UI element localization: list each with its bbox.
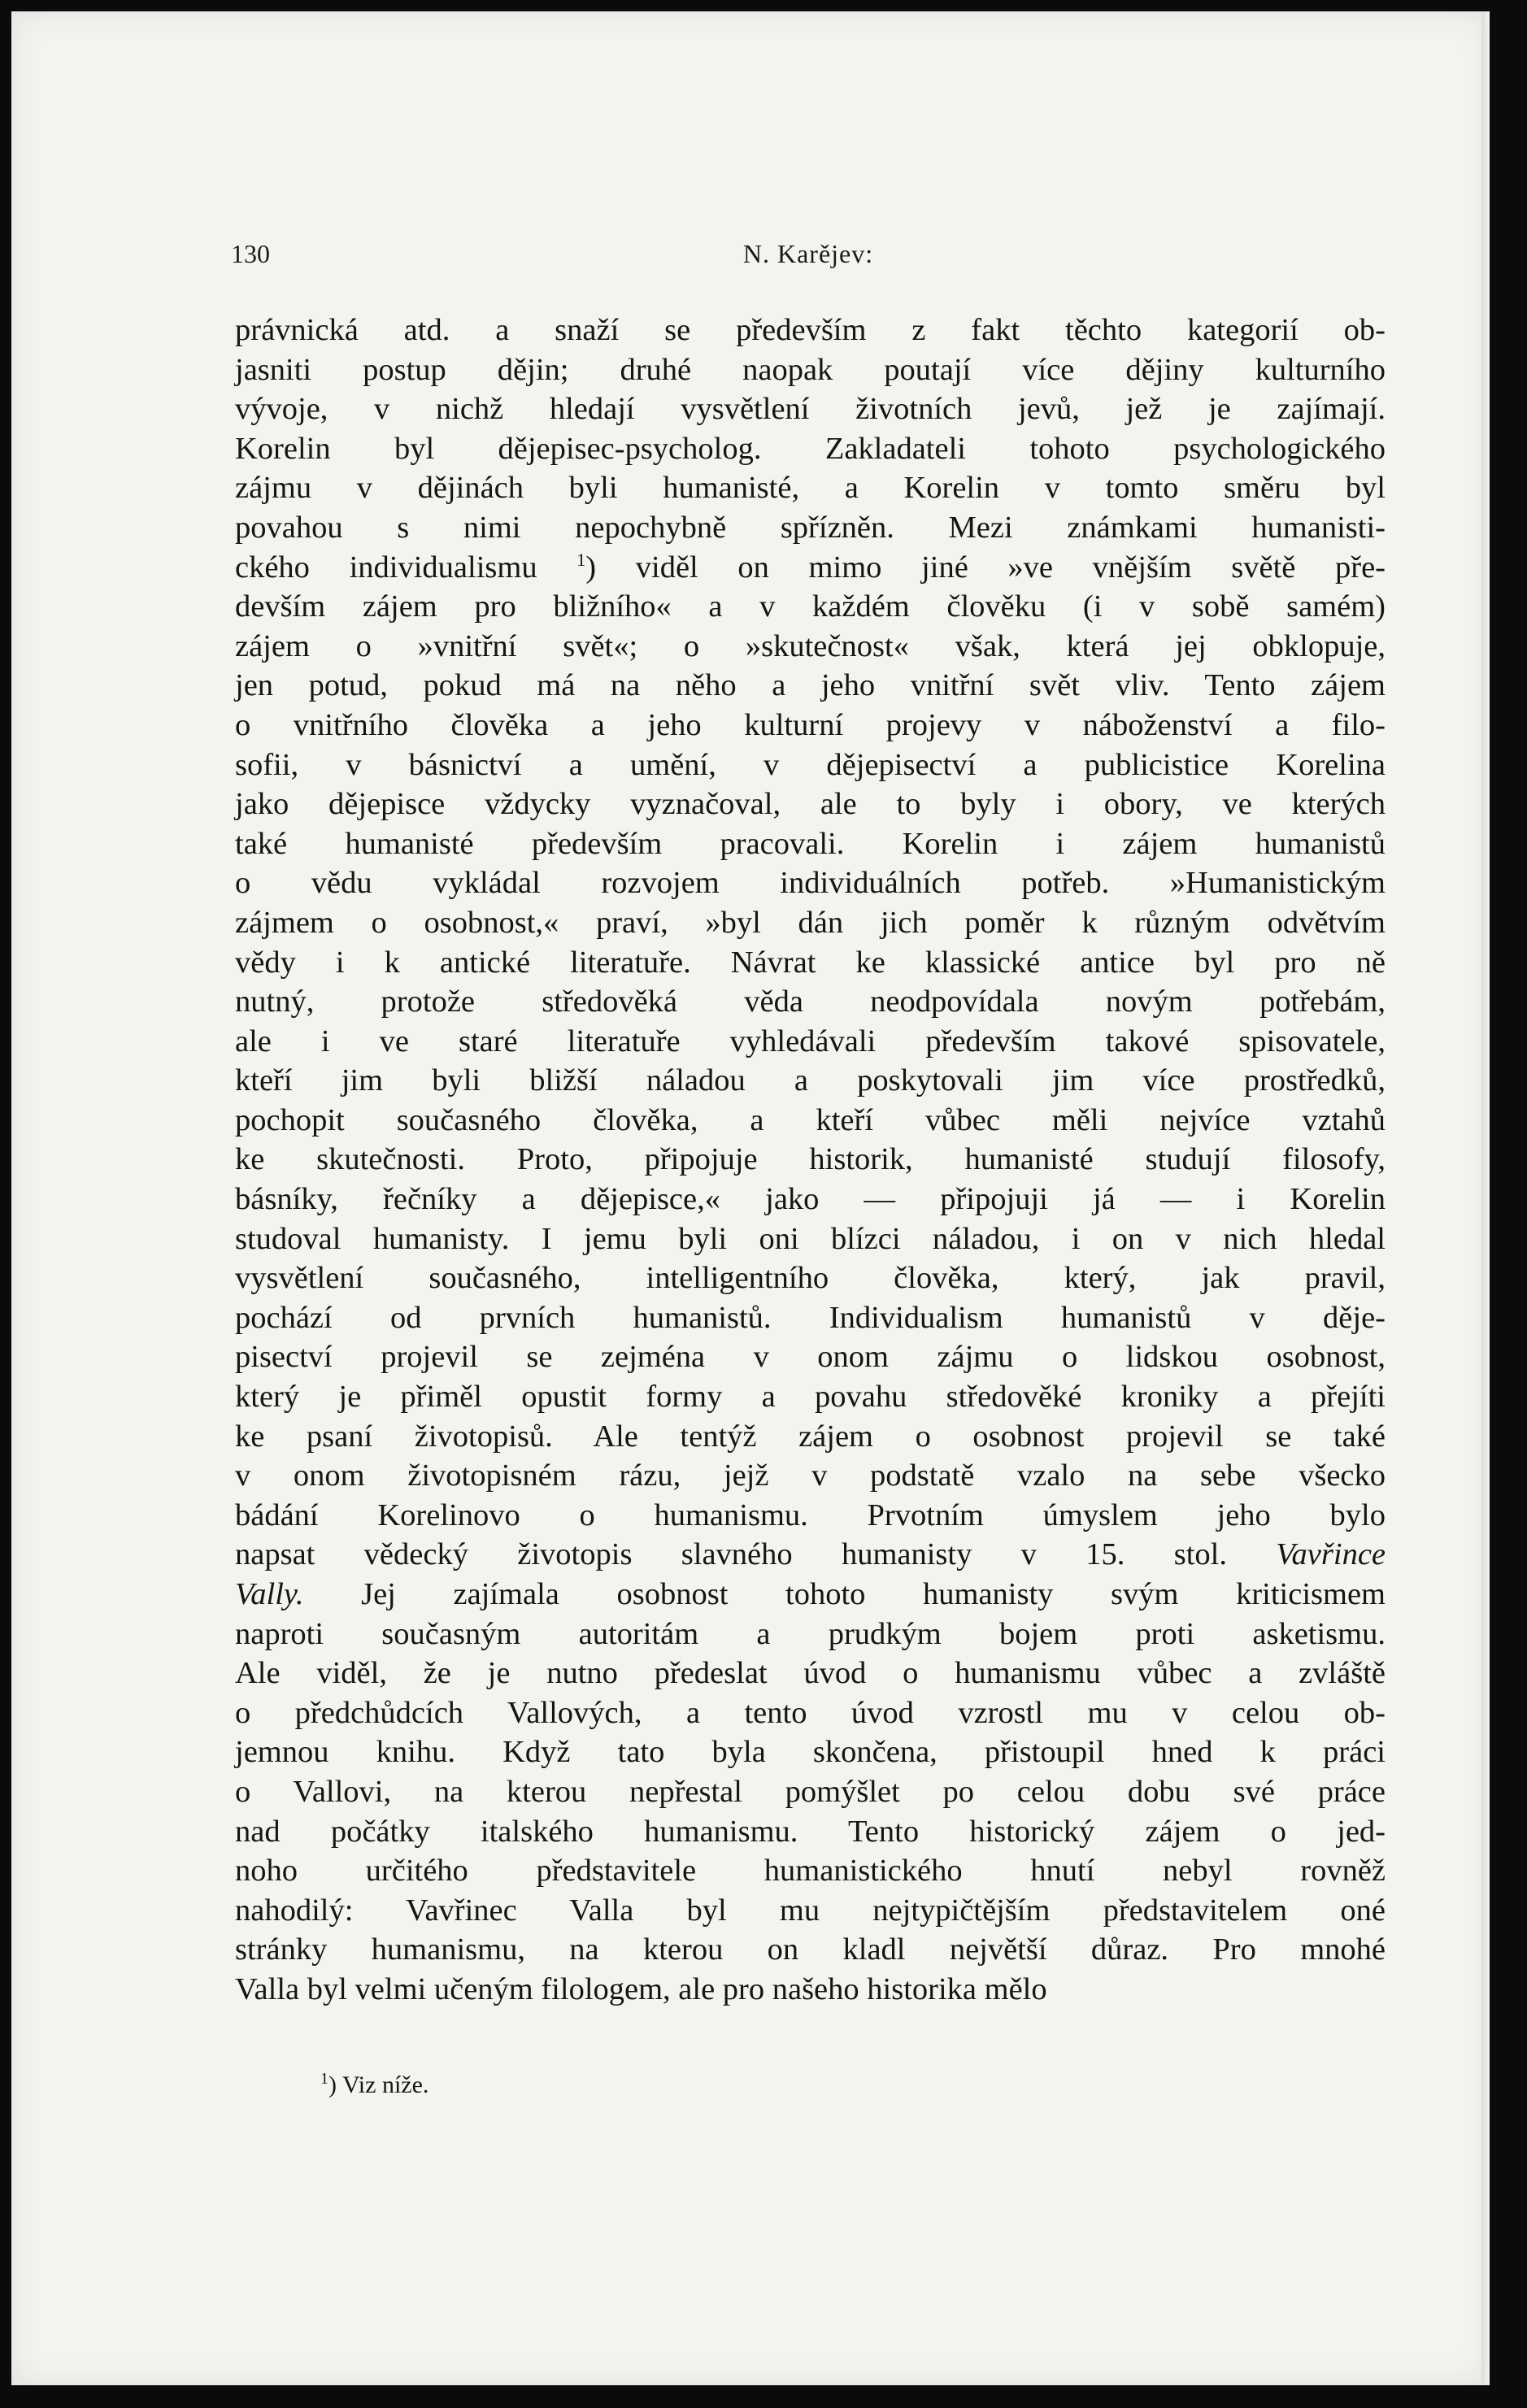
text-line: kteří jim byli bližší náladou a poskytovali jim více prostředků, (235, 1063, 1386, 1098)
text-line: o vnitřního člověka a jeho kulturní projevy v náboženství a filo- (235, 707, 1386, 742)
text-line: noho určitého představitele humanistického hnutí nebyl rovněž (235, 1854, 1386, 1889)
text-line: vědy i k antické literatuře. Návrat ke klassické antice byl pro ně (235, 945, 1386, 980)
text-line: jen potud, pokud má na něho a jeho vnitřní svět vliv. Tento zájem (235, 668, 1386, 703)
footnote (320, 2071, 429, 2099)
text-line: pochopit současného člověka, a kteří vůbec měli nejvíce vztahů (235, 1102, 1386, 1137)
text-line: ale i ve staré literatuře vyhledávali především takové spisovatele, (235, 1024, 1386, 1058)
text-line: právnická atd. a snaží se především z fakt těchto kategorií ob- (235, 313, 1386, 347)
text-line: nutný, protože středověká věda neodpovídala novým potřebám, (235, 984, 1386, 1019)
text-line: nad počátky italského humanismu. Tento historický zájem o jed- (235, 1814, 1386, 1849)
text-line: pochází od prvních humanistů. Individualism humanistů v děje- (235, 1300, 1386, 1335)
text-line: Valla byl velmi učeným filologem, ale pro našeho historika mělo (235, 1971, 1047, 2006)
footnote-mark: 1 (320, 2070, 328, 2088)
footnote-text: ) Viz níže. (328, 2071, 429, 2098)
text-line: vysvětlení současného, intelligentního člověka, který, jak pravil, (235, 1261, 1386, 1296)
text-line: pisectví projevil se zejména v onom zájmu o lidskou osobnost, (235, 1340, 1386, 1375)
text-line: Korelin byl dějepisec-psycholog. Zakladateli tohoto psychologického (235, 431, 1386, 466)
text-line: o předchůdcích Vallových, a tento úvod vzrostl mu v celou ob- (235, 1695, 1386, 1730)
text-line: nahodilý: Vavřinec Valla byl mu nejtypičtějším představitelem oné (235, 1893, 1386, 1928)
text-line: jasniti postup dějin; druhé naopak poutají více dějiny kulturního (235, 352, 1386, 387)
text-line: zájmu v dějinách byli humanisté, a Korelin v tomto směru byl (235, 471, 1386, 506)
page-edge-shadow (1481, 11, 1490, 2385)
text-line: Ale viděl, že je nutno předeslat úvod o humanismu vůbec a zvláště (235, 1656, 1386, 1691)
text-fragment: napsat vědecký životopis slavného humanisty v 15. stol. (235, 1537, 1227, 1572)
running-head: N. Karějev: (742, 239, 874, 268)
body-text (235, 311, 1386, 2010)
text-line-with-italic-name (235, 1535, 1386, 1575)
page-header (231, 239, 1386, 272)
text-fragment: ) viděl on mimo jiné »ve vnějším světě pře- (585, 550, 1386, 585)
text-line-with-footnote-ref (235, 548, 1386, 588)
text-line: bádání Korelinovo o humanismu. Prvotním úmyslem jeho bylo (235, 1497, 1386, 1532)
italic-name: Vally. (235, 1577, 304, 1611)
text-fragment: Jej zajímala osobnost tohoto humanisty svým kriticismem (361, 1577, 1386, 1611)
scanned-page (11, 11, 1490, 2385)
text-line: také humanisté především pracovali. Korelin i zájem humanistů (235, 826, 1386, 861)
text-line: povahou s nimi nepochybně spřízněn. Mezi známkami humanisti- (235, 510, 1386, 545)
text-line: který je přiměl opustit formy a povahu středověké kroniky a přejíti (235, 1380, 1386, 1415)
text-line: jako dějepisce vždycky vyznačoval, ale to byly i obory, ve kterých (235, 787, 1386, 822)
text-line: naproti současným autoritám a prudkým bojem proti asketismu. (235, 1616, 1386, 1651)
text-fragment: ckého individualismu (235, 550, 537, 585)
text-line: ke psaní životopisů. Ale tentýž zájem o osobnost projevil se také (235, 1419, 1386, 1454)
text-line: zájmem o osobnost,« praví, »byl dán jich poměr k různým odvětvím (235, 905, 1386, 940)
text-line: zájem o »vnitřní svět«; o »skutečnost« však, která jej obklopuje, (235, 628, 1386, 663)
text-line-with-italic-name (235, 1575, 1386, 1615)
text-line: básníky, řečníky a dějepisce,« jako — připojuji já — i Korelin (235, 1182, 1386, 1217)
text-line: o Vallovi, na kterou nepřestal pomýšlet po celou dobu své práce (235, 1774, 1386, 1809)
text-line: o vědu vykládal rozvojem individuálních potřeb. »Humanistickým (235, 866, 1386, 901)
page-number: 130 (231, 239, 270, 268)
text-line: jemnou knihu. Když tato byla skončena, přistoupil hned k práci (235, 1735, 1386, 1770)
text-line: sofii, v básnictví a umění, v dějepisectví a publicistice Korelina (235, 747, 1386, 782)
text-line: ke skutečnosti. Proto, připojuje historik, humanisté studují filosofy, (235, 1142, 1386, 1177)
text-line: v onom životopisném rázu, jejž v podstatě vzalo na sebe všecko (235, 1458, 1386, 1493)
text-line: devším zájem pro bližního« a v každém člověku (i v sobě samém) (235, 589, 1386, 624)
text-line: stránky humanismu, na kterou on kladl největší důraz. Pro mnohé (235, 1932, 1386, 1967)
text-line: studoval humanisty. I jemu byli oni blízci náladou, i on v nich hledal (235, 1221, 1386, 1256)
text-line: vývoje, v nichž hledají vysvětlení životních jevů, jež je zajímají. (235, 392, 1386, 427)
footnote-reference[interactable]: 1 (576, 549, 586, 570)
italic-name: Vavřince (1276, 1537, 1386, 1572)
